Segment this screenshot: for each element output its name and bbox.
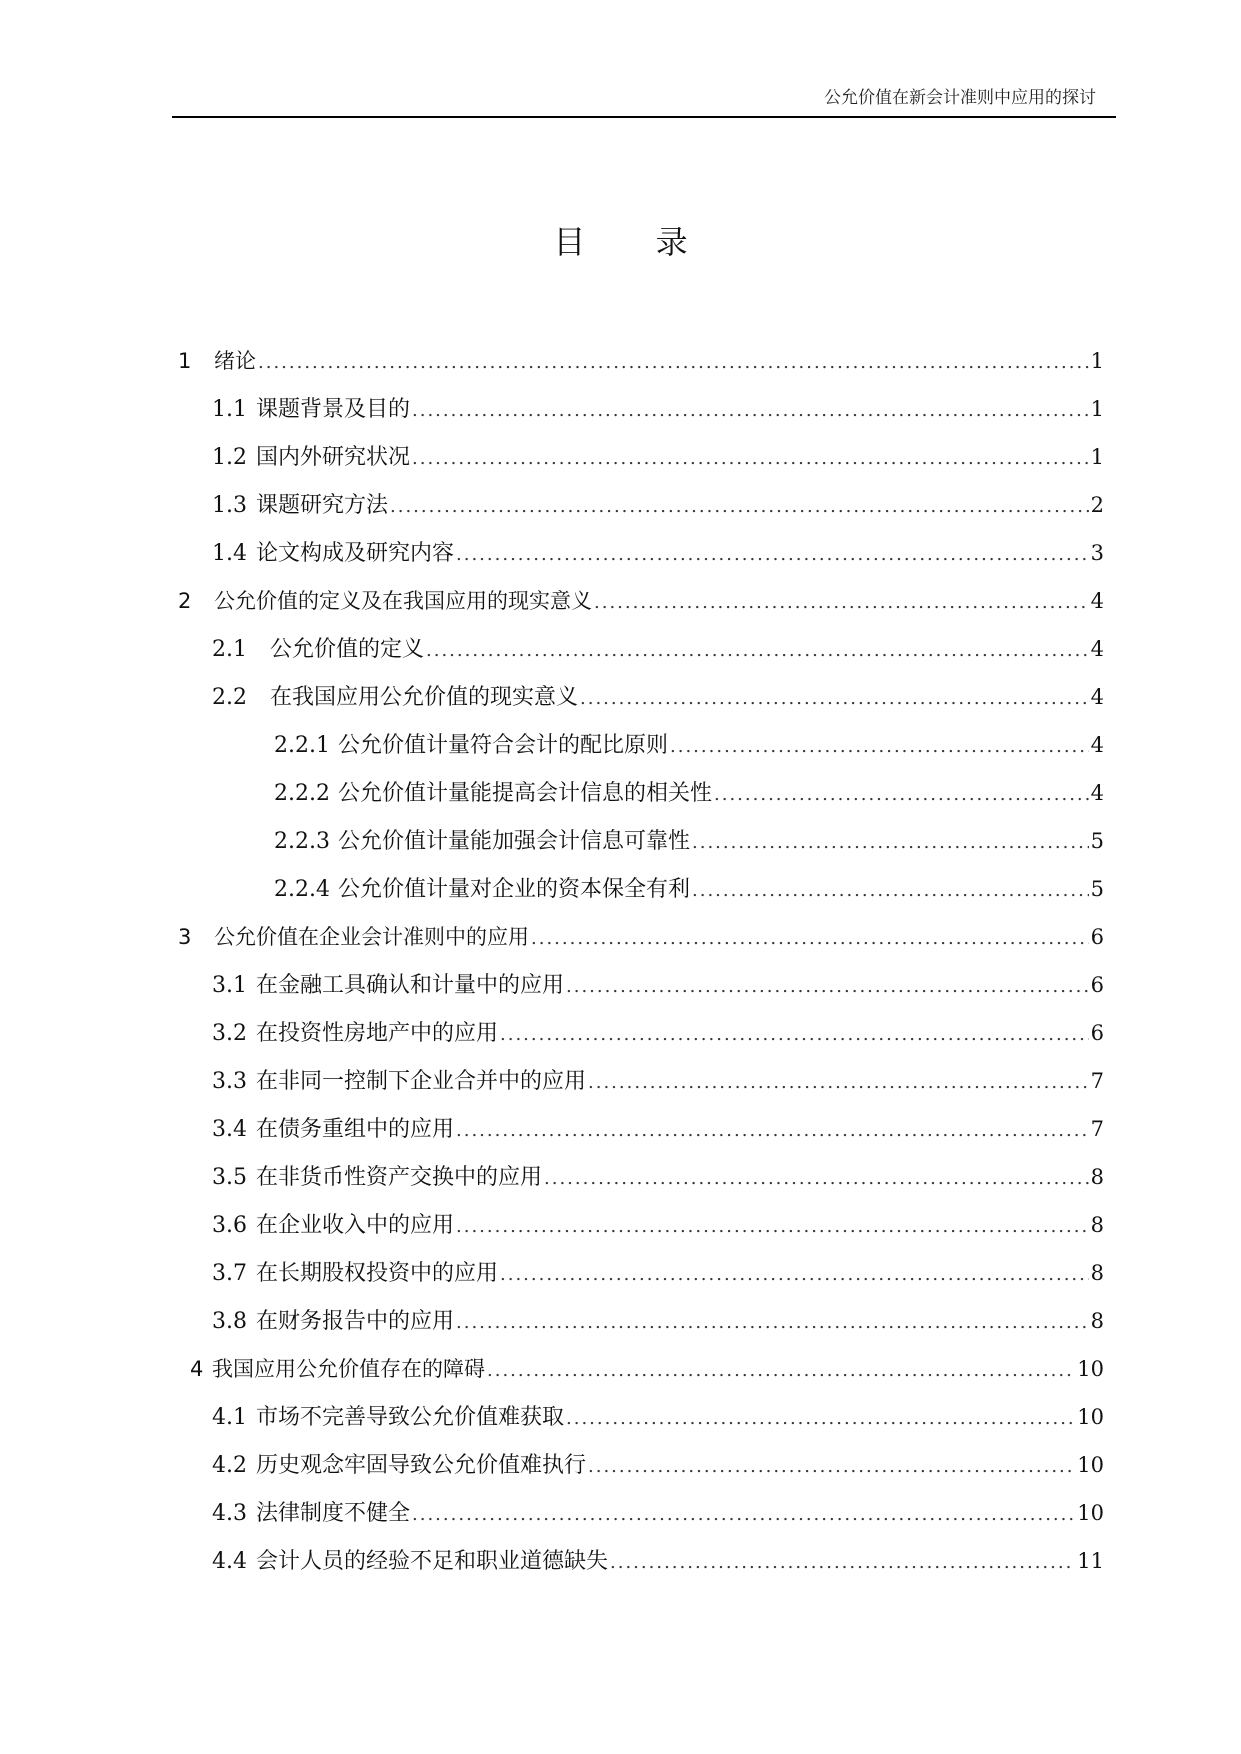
toc-dot-leader [412, 396, 1089, 426]
toc-entry-page: 1 [1090, 349, 1104, 373]
toc-entry-number: 4.3 [212, 1501, 247, 1526]
toc-entry[interactable] [212, 1498, 1104, 1528]
toc-entry-label: 在企业收入中的应用 [256, 1213, 455, 1238]
toc-entry-number: 1.2 [212, 445, 247, 470]
toc-entry-label: 我国应用公允价值存在的障碍 [212, 1357, 485, 1381]
toc-entry-number: 4.4 [212, 1549, 247, 1574]
toc-entry-number: 2.2.1 [274, 733, 330, 758]
toc-entry-page: 10 [1077, 1357, 1104, 1381]
toc-dot-leader [594, 588, 1089, 618]
toc-entry-number: 4.1 [212, 1405, 247, 1430]
toc-entry[interactable] [274, 874, 1104, 904]
toc-entry[interactable] [274, 730, 1104, 760]
toc-entry-page: 4 [1090, 685, 1104, 709]
toc-dot-leader [544, 1164, 1089, 1194]
toc-entry-number: 1.1 [212, 397, 247, 422]
toc-entry-page: 7 [1090, 1069, 1104, 1093]
toc-entry-page: 5 [1090, 877, 1104, 901]
toc-entry-label: 课题背景及目的 [256, 397, 411, 422]
toc-entry-page: 6 [1090, 973, 1104, 997]
toc-entry-number: 2 [178, 589, 192, 613]
toc-entry-label: 公允价值在企业会计准则中的应用 [214, 925, 529, 949]
toc-entry[interactable] [212, 538, 1104, 568]
toc-entry[interactable] [212, 1402, 1104, 1432]
toc-entry-label: 绪论 [214, 349, 256, 373]
toc-entry-label: 在财务报告中的应用 [256, 1309, 455, 1334]
toc-dot-leader [258, 348, 1089, 378]
toc-entry[interactable] [212, 1114, 1104, 1144]
toc-entry-page: 4 [1090, 589, 1104, 613]
toc-dot-leader [692, 828, 1089, 858]
toc-entry[interactable] [212, 1162, 1104, 1192]
toc-dot-leader [426, 636, 1089, 666]
toc-entry-number: 3.7 [212, 1261, 247, 1286]
toc-dot-leader [412, 1500, 1075, 1530]
toc-entry-number: 3.2 [212, 1021, 247, 1046]
toc-entry-number: 2.1 [212, 637, 247, 662]
toc-entry-page: 5 [1090, 829, 1104, 853]
toc-dot-leader [456, 1308, 1089, 1338]
toc-dot-leader [714, 780, 1089, 810]
toc-entry[interactable] [212, 1450, 1104, 1480]
toc-entry-page: 8 [1090, 1261, 1104, 1285]
toc-entry-number: 1.3 [212, 493, 247, 518]
toc-dot-leader [692, 876, 1089, 906]
toc-dot-leader [580, 684, 1089, 714]
toc-entry-label: 在非货币性资产交换中的应用 [256, 1165, 543, 1190]
toc-entry-number: 2.2.3 [274, 829, 330, 854]
toc-entry-label: 论文构成及研究内容 [256, 541, 455, 566]
toc-entry-page: 4 [1090, 637, 1104, 661]
toc-entry-page: 4 [1090, 733, 1104, 757]
toc-entry-page: 7 [1090, 1117, 1104, 1141]
toc-dot-leader [588, 1068, 1089, 1098]
toc-entry-number: 2.2.4 [274, 877, 330, 902]
toc-dot-leader [456, 1116, 1089, 1146]
toc-entry-number: 2.2.2 [274, 781, 330, 806]
toc-entry-number: 4 [190, 1357, 204, 1381]
toc-entry-label: 在投资性房地产中的应用 [256, 1021, 499, 1046]
toc-entry-number: 3.5 [212, 1165, 247, 1190]
toc-dot-leader [390, 492, 1089, 522]
toc-entry[interactable] [212, 490, 1104, 520]
toc-entry-label: 公允价值计量符合会计的配比原则 [338, 733, 669, 758]
toc-entry-number: 4.2 [212, 1453, 247, 1478]
toc-entry-page: 2 [1090, 493, 1104, 517]
toc-entry-label: 在非同一控制下企业合并中的应用 [256, 1069, 587, 1094]
toc-entry[interactable] [274, 778, 1104, 808]
toc-entry-label: 公允价值的定义 [270, 637, 425, 662]
toc-dot-leader [500, 1020, 1089, 1050]
toc-entry[interactable] [178, 922, 1104, 952]
toc-entry-number: 3.3 [212, 1069, 247, 1094]
toc-entry[interactable] [212, 1546, 1104, 1576]
toc-entry-page: 6 [1090, 1021, 1104, 1045]
toc-entry-label: 会计人员的经验不足和职业道德缺失 [256, 1549, 609, 1574]
toc-entry[interactable] [212, 442, 1104, 472]
toc-dot-leader [670, 732, 1089, 762]
running-header [172, 86, 1116, 118]
toc-entry[interactable] [212, 634, 1104, 664]
toc-entry-number: 2.2 [212, 685, 247, 710]
toc-entry-number: 1 [178, 349, 192, 373]
toc-entry[interactable] [190, 1354, 1104, 1384]
toc-entry[interactable] [212, 1258, 1104, 1288]
toc-dot-leader [412, 444, 1089, 474]
toc-entry[interactable] [178, 586, 1104, 616]
toc-entry-label: 市场不完善导致公允价值难获取 [256, 1405, 565, 1430]
toc-entry[interactable] [212, 394, 1104, 424]
toc-dot-leader [487, 1356, 1075, 1386]
toc-entry-label: 法律制度不健全 [256, 1501, 411, 1526]
toc-entry-number: 3.6 [212, 1213, 247, 1238]
toc-entry-page: 1 [1090, 397, 1104, 421]
toc-entry[interactable] [212, 1066, 1104, 1096]
toc-entry-page: 10 [1077, 1453, 1104, 1477]
toc-entry-label: 历史观念牢固导致公允价值难执行 [256, 1453, 587, 1478]
toc-entry-number: 1.4 [212, 541, 247, 566]
running-header-title: 公允价值在新会计准则中应用的探讨 [824, 88, 1096, 108]
toc-dot-leader [500, 1260, 1089, 1290]
toc-entry-page: 8 [1090, 1309, 1104, 1333]
toc-entry-page: 6 [1090, 925, 1104, 949]
toc-entry-label: 在债务重组中的应用 [256, 1117, 455, 1142]
toc-entry[interactable] [212, 1018, 1104, 1048]
toc-entry[interactable] [212, 1210, 1104, 1240]
toc-entry-label: 公允价值计量对企业的资本保全有利 [338, 877, 691, 902]
toc-entry-label: 在长期股权投资中的应用 [256, 1261, 499, 1286]
toc-entry[interactable] [212, 970, 1104, 1000]
toc-entry-number: 3.1 [212, 973, 247, 998]
toc-entry-page: 8 [1090, 1213, 1104, 1237]
toc-entry-page: 1 [1090, 445, 1104, 469]
toc-entry-label: 公允价值的定义及在我国应用的现实意义 [214, 589, 592, 613]
toc-entry-number: 3.4 [212, 1117, 247, 1142]
toc-entry-label: 公允价值计量能加强会计信息可靠性 [338, 829, 691, 854]
toc-dot-leader [566, 1404, 1075, 1434]
toc-entry-page: 8 [1090, 1165, 1104, 1189]
toc-dot-leader [610, 1548, 1075, 1578]
toc-entry-page: 10 [1077, 1405, 1104, 1429]
toc-entry-number: 3 [178, 925, 192, 949]
toc-entry[interactable] [274, 826, 1104, 856]
toc-entry-number: 3.8 [212, 1309, 247, 1334]
toc-entry-label: 国内外研究状况 [256, 445, 411, 470]
toc-dot-leader [531, 924, 1089, 954]
toc-dot-leader [566, 972, 1089, 1002]
toc-entry[interactable] [178, 346, 1104, 376]
toc-entry[interactable] [212, 682, 1104, 712]
toc-entry-page: 10 [1077, 1501, 1104, 1525]
toc-entry-page: 3 [1090, 541, 1104, 565]
toc-dot-leader [588, 1452, 1075, 1482]
toc-entry-page: 4 [1090, 781, 1104, 805]
toc-dot-leader [456, 540, 1089, 570]
toc-entry-label: 在金融工具确认和计量中的应用 [256, 973, 565, 998]
toc-dot-leader [456, 1212, 1089, 1242]
toc-entry-page: 11 [1077, 1549, 1104, 1573]
toc-entry-label: 课题研究方法 [256, 493, 389, 518]
toc-title: 目 录 [553, 223, 718, 261]
toc-entry-label: 公允价值计量能提高会计信息的相关性 [338, 781, 713, 806]
toc-entry-label: 在我国应用公允价值的现实意义 [270, 685, 579, 710]
toc-entry[interactable] [212, 1306, 1104, 1336]
